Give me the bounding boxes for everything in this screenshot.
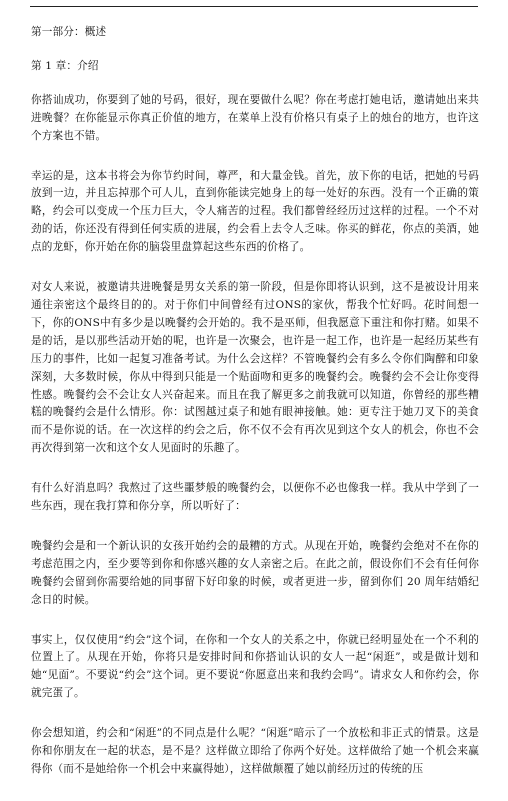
paragraph: 对女人来说，被邀请共进晚餐是男女关系的第一阶段，但是你即将认识到，这不是被设计用来通往亲密这个最终目的的。对于你们中间曾经有过ONS的家伙，帮我个忙好吗。花时间想一下，你的ONS中有多少是以晚餐约会开始的。我不是巫师，但我愿意下重注和你打赌。如果不是的话，是以那些活动开始的呢，也许是一次聚会，也许是一起工作，也许是一起经历某些有压力的事件，比如一起复习准备考试。为什么会这样？不管晚餐约会有多么令你们陶醉和印象深刻，大多数时候，你从中得到只能是一个贴面吻和更多的晚餐约会。晚餐约会不会让你变得性感。晚餐约会不会让女人兴奋起来。而且在我了解更多之前我就可以知道，你曾经的那些糟糕的晚餐约会是什么情形。你：试图越过桌子和她有眼神接触。她：更专注于她刀叉下的美食而不是你说的话。在一次这样的约会之后，你不仅不会有再次见到这个女人的机会，你也不会再次得到第一次和这个女人见面时的乐趣了。 xyxy=(31,281,479,455)
paragraph: 有什么好消息吗？我熬过了这些噩梦般的晚餐约会，以便你不必也像我一样。我从中学到了一些东西，现在我打算和你分享，所以听好了： xyxy=(31,482,479,513)
document-body xyxy=(31,24,479,801)
paragraph: 晚餐约会是和一个新认识的女孩开始约会的最糟的方式。从现在开始，晚餐约会绝对不在你的考虑范围之内，至少要等到你和你感兴趣的女人亲密之后。在此之前，假设你们不会有任何你晚餐约会留到你需要给她的同事留下好印象的时候，或者更进一步，留到你们 20 周年结婚纪念日的时候。 xyxy=(31,539,479,606)
chapter-title: 第 1 章：介绍 xyxy=(31,59,99,72)
paragraph: 幸运的是，这本书将会为你节约时间，尊严，和大量金钱。首先，放下你的电话，把她的号码放到一边，并且忘掉那个可人儿，直到你能读完她身上的每一处好的东西。没有一个正确的策略，约会可以变成一个压力巨大，令人痛苦的过程。我们都曾经经历过这样的过程。一个不对劲的话，你还没有得到任何实质的进展，约会看上去令人乏味。你买的鲜花，你点的美酒，她点的龙虾，你开始在你的脑袋里盘算起这些东西的价格了。 xyxy=(31,169,479,254)
paragraph: 你搭讪成功，你要到了她的号码，很好，现在要做什么呢？你在考虑打她电话，邀请她出来共进晚餐？在你能显示你真正价值的地方，在菜单上没有价格只有桌子上的烛台的地方，也许这个方案也不错。 xyxy=(31,93,479,142)
paragraph: 你会想知道，约会和“闲逛”的不同点是什么呢？“闲逛”暗示了一个放松和非正式的情景。这是你和你朋友在一起的状态，是不是？这样做立即给了你两个好处。这样做给了她一个机会来赢得你（而不是她给你一个机会中来赢得她），这样做颠覆了她以前经历过的传统的压 xyxy=(31,727,479,775)
header-rule xyxy=(30,6,478,7)
paragraph: 事实上，仅仅使用“约会”这个词，在你和一个女人的关系之中，你就已经明显处在一个不利的位置上了。从现在开始，你将只是安排时间和你搭讪认识的女人一起“闲逛”，或是做计划和她“见面”。不要说“约会”这个词。更不要说“你愿意出来和我约会吗”。请求女人和你约会，你就完蛋了。 xyxy=(31,633,479,700)
part-title: 第一部分：概述 xyxy=(31,26,107,38)
